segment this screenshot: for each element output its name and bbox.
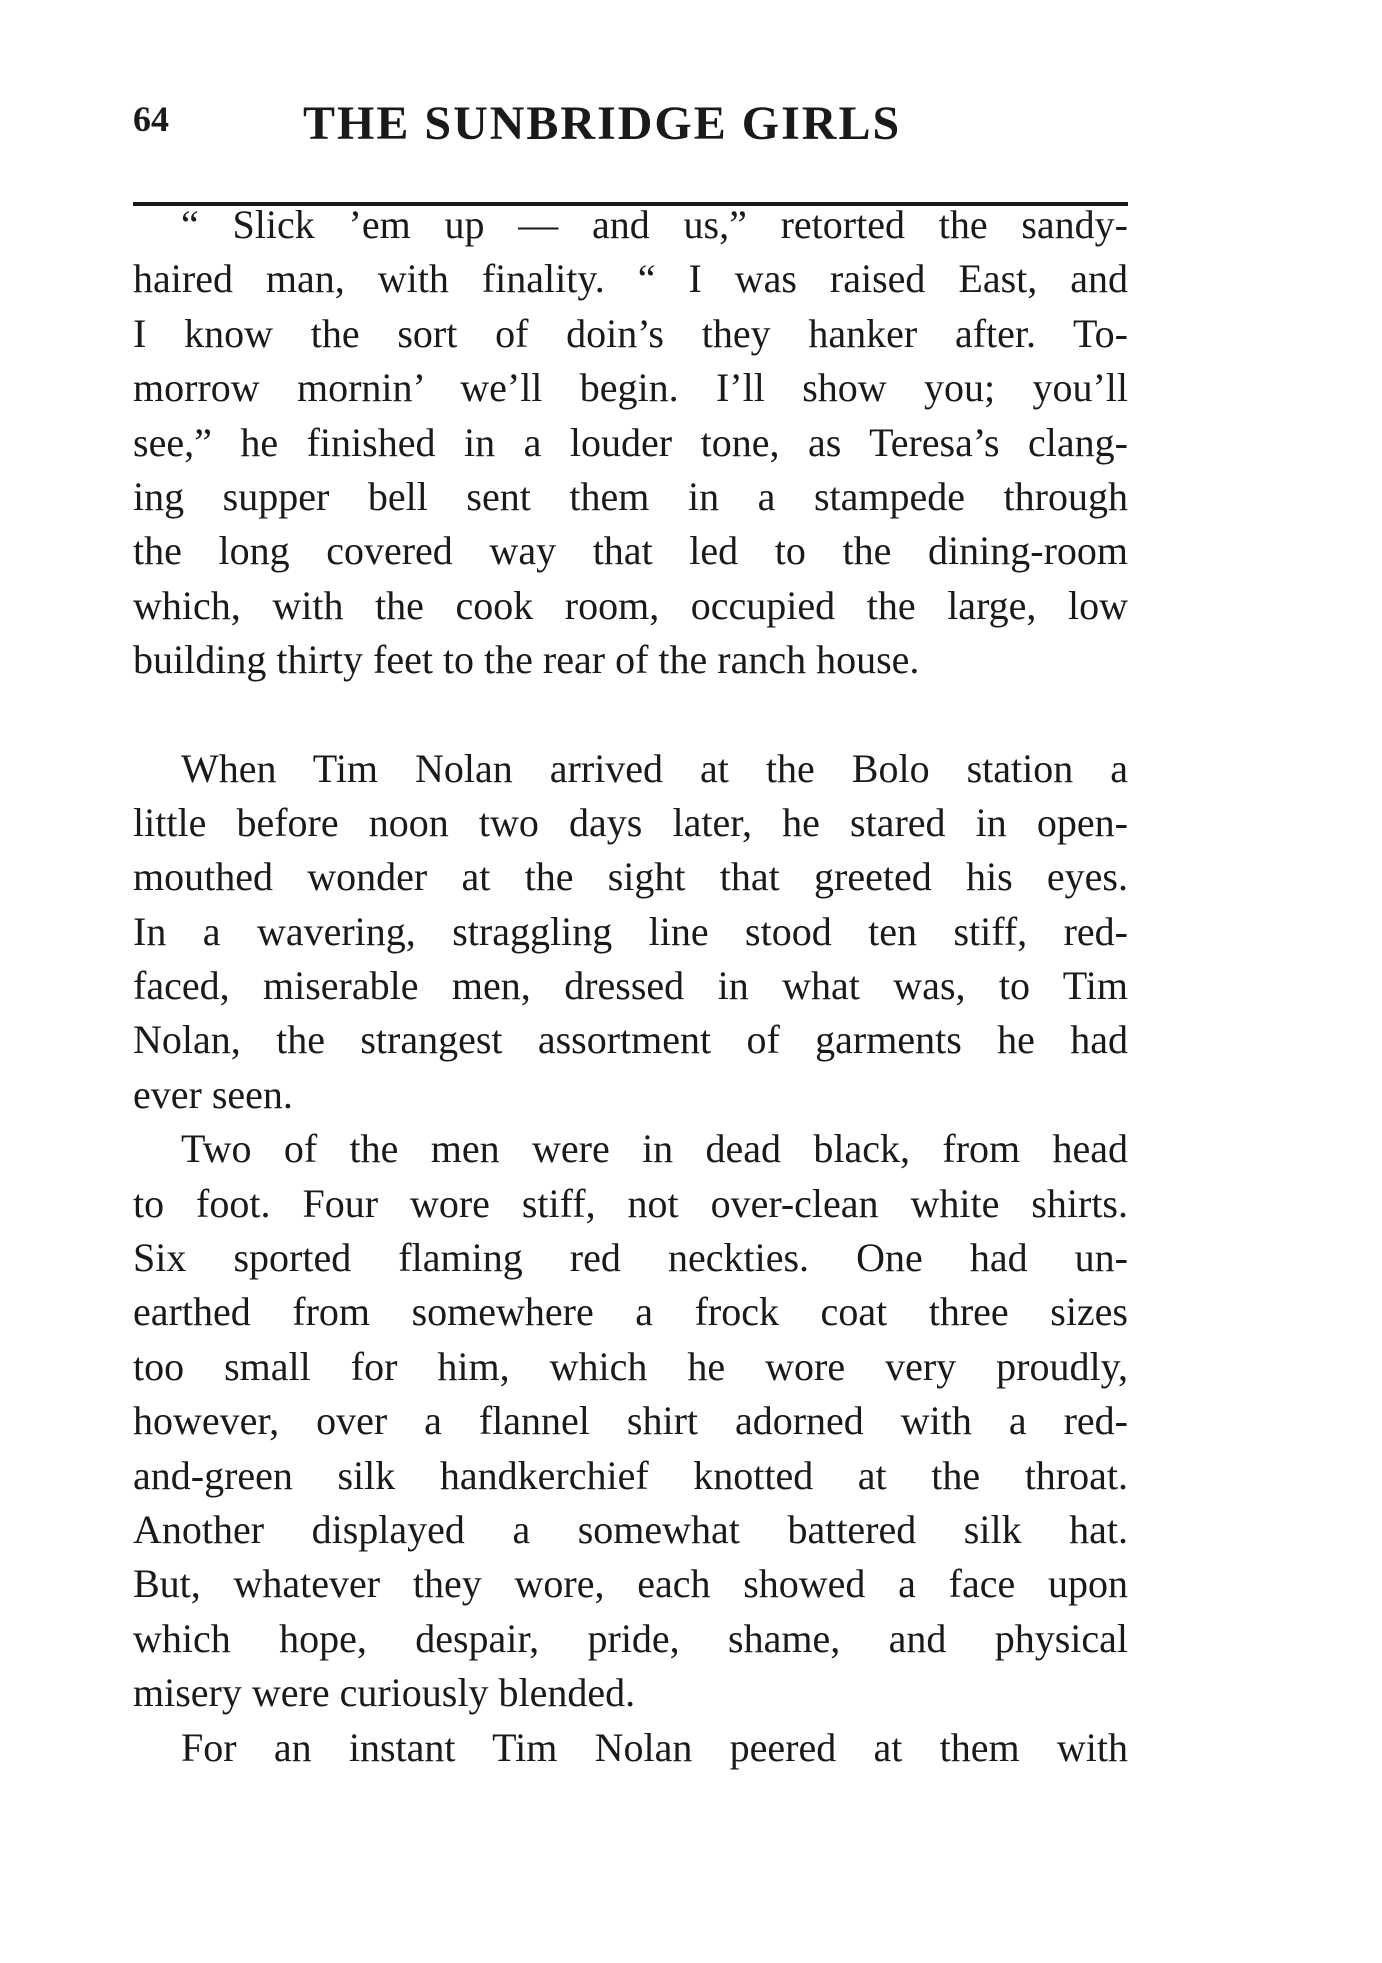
text-line: and-green silk handkerchief knotted at the throat. [133,1452,1128,1498]
text-line: Nolan, the strangest assortment of garments he had [133,1017,1128,1063]
text-line: Six sported flaming red neckties. One had un- [133,1235,1128,1281]
text-line: faced, miserable men, dressed in what was, to Tim [133,963,1128,1009]
text-line: ever seen. [133,1071,293,1117]
text-line: But, whatever they wore, each showed a face upon [133,1561,1128,1607]
text-line: to foot. Four wore stiff, not over-clean white shirts. [133,1180,1128,1226]
page-number: 64 [133,99,169,139]
text-line: see,” he finished in a louder tone, as Teresa’s clang- [133,419,1128,465]
paragraph [133,1721,1128,1775]
text-line: however, over a flannel shirt adorned with a red- [133,1398,1128,1444]
text-line: “ Slick ’em up — and us,” retorted the sandy- [181,202,1128,247]
paragraph [133,742,1128,1123]
paragraph [133,198,1128,688]
text-line: the long covered way that led to the dining-room [133,528,1128,574]
text-line: haired man, with finality. “ I was raised East, and [133,256,1128,302]
text-line: which, with the cook room, occupied the large, low [133,582,1128,628]
body-text [133,198,1128,1775]
text-line: morrow mornin’ we’ll begin. I’ll show you; you’ll [133,365,1128,411]
text-line: little before noon two days later, he stared in open- [133,799,1128,845]
text-line: Another displayed a somewhat battered silk hat. [133,1506,1128,1552]
text-line: building thirty feet to the rear of the ranch house. [133,637,920,683]
page-header [133,96,1128,156]
text-line: mouthed wonder at the sight that greeted his eyes. [133,854,1128,900]
text-line: For an instant Tim Nolan peered at them with [181,1724,1128,1770]
paragraph [133,1122,1128,1720]
text-line: misery were curiously blended. [133,1670,636,1716]
running-head: THE SUNBRIDGE GIRLS [303,97,902,150]
text-line: Two of the men were in dead black, from head [181,1126,1128,1172]
text-line: too small for him, which he wore very proudly, [133,1343,1128,1389]
section-break [133,688,1128,742]
text-line: ing supper bell sent them in a stampede through [133,473,1128,519]
text-line: When Tim Nolan arrived at the Bolo station a [181,745,1128,791]
text-line: which hope, despair, pride, shame, and physical [133,1615,1128,1661]
text-line: In a wavering, straggling line stood ten stiff, red- [133,908,1128,954]
text-line: earthed from somewhere a frock coat three sizes [133,1289,1128,1335]
text-line: I know the sort of doin’s they hanker after. To- [133,310,1128,356]
